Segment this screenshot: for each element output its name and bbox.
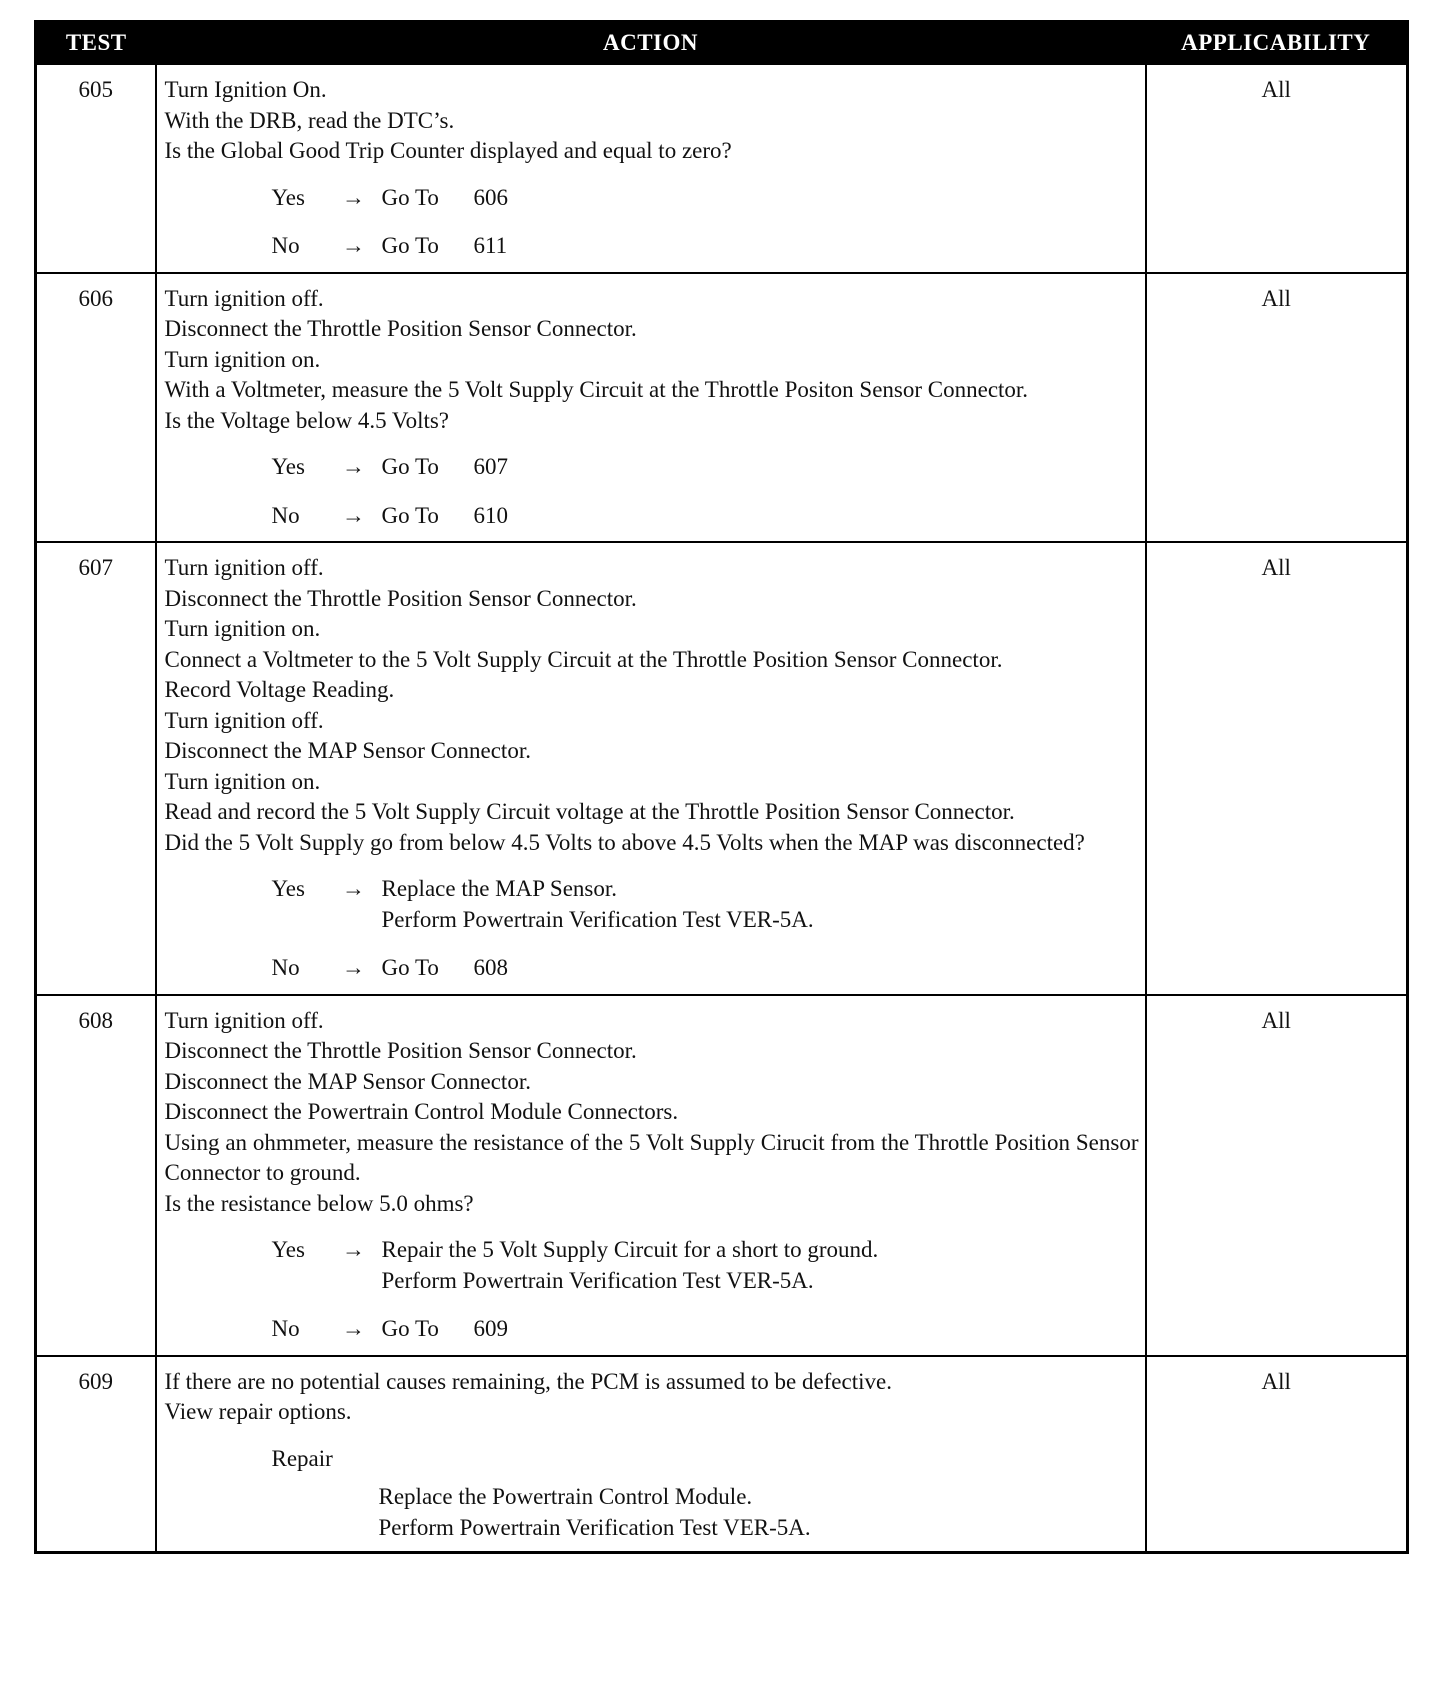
repair-title: Repair <box>271 1445 333 1471</box>
test-row <box>36 64 1408 273</box>
action-line: Turn ignition off. <box>164 1007 324 1033</box>
applicability-value: All <box>1146 1356 1408 1553</box>
action-line: Connect a Voltmeter to the 5 Volt Supply Circuit at the Throttle Position Sensor Connector. <box>164 646 1003 672</box>
test-number: 607 <box>36 542 156 995</box>
branch-list <box>165 874 1139 984</box>
action-line: Disconnect the MAP Sensor Connector. <box>164 1068 531 1094</box>
test-row <box>36 542 1408 995</box>
arrow-right-icon: → <box>342 233 365 258</box>
action-line: Disconnect the Throttle Position Sensor Connector. <box>164 1038 637 1063</box>
branch-yes <box>165 874 1139 935</box>
branch-answer: No <box>271 233 300 258</box>
test-row <box>36 273 1408 543</box>
goto-target-link[interactable]: 607 <box>473 454 508 479</box>
header-test: TEST <box>36 22 156 65</box>
applicability-value: All <box>1146 273 1408 543</box>
goto-label: Go To <box>381 502 439 528</box>
action-line: Turn Ignition On. <box>164 77 327 102</box>
branch-answer: Yes <box>271 1237 305 1262</box>
diagnostic-test-table <box>34 20 1409 1554</box>
action-line: Disconnect the MAP Sensor Connector. <box>164 738 531 763</box>
branch-no <box>165 953 1139 984</box>
action-line: If there are no potential causes remaining, the PCM is assumed to be defective. <box>164 1368 892 1394</box>
goto-label: Go To <box>381 1316 439 1341</box>
branch-list <box>165 1235 1139 1345</box>
test-number: 609 <box>36 1356 156 1553</box>
goto-label: Go To <box>381 955 439 980</box>
repair-options <box>165 1444 1139 1544</box>
goto-label: Go To <box>381 233 439 258</box>
action-line: Disconnect the Powertrain Control Module Connectors. <box>164 1099 679 1124</box>
branch-no <box>165 501 1139 532</box>
action-line: Turn ignition on. <box>164 346 321 372</box>
goto-target-link[interactable]: 608 <box>473 955 508 980</box>
branch-answer: Yes <box>271 184 305 210</box>
header-row <box>36 22 1408 65</box>
action-line: With the DRB, read the DTC’s. <box>164 107 455 133</box>
test-number: 606 <box>36 273 156 543</box>
arrow-right-icon: → <box>342 1316 365 1341</box>
test-number: 608 <box>36 995 156 1356</box>
action-line: Turn ignition off. <box>164 555 324 580</box>
branch-yes <box>165 452 1139 483</box>
branch-answer: No <box>271 1316 300 1341</box>
action-line: Turn ignition on. <box>164 768 321 794</box>
action-cell <box>156 995 1146 1356</box>
test-number: 605 <box>36 64 156 273</box>
arrow-right-icon: → <box>342 1237 365 1262</box>
action-cell <box>156 64 1146 273</box>
action-line: Is the Global Good Trip Counter displayed and equal to zero? <box>164 138 732 163</box>
goto-label: Go To <box>381 184 439 210</box>
action-line: With a Voltmeter, measure the 5 Volt Supply Circuit at the Throttle Positon Sensor Connector. <box>164 377 1029 402</box>
applicability-value: All <box>1146 995 1408 1356</box>
applicability-value: All <box>1146 64 1408 273</box>
branch-result: Repair the 5 Volt Supply Circuit for a short to ground. <box>381 1237 879 1262</box>
action-line: Turn ignition off. <box>164 707 324 733</box>
goto-target-link[interactable]: 611 <box>473 233 508 258</box>
action-line: Record Voltage Reading. <box>164 677 395 702</box>
branch-list <box>165 452 1139 531</box>
goto-label: Go To <box>381 454 439 479</box>
test-row <box>36 995 1408 1356</box>
action-line: Is the resistance below 5.0 ohms? <box>164 1190 474 1216</box>
branch-result: Perform Powertrain Verification Test VER-5A. <box>381 906 814 932</box>
arrow-right-icon: → <box>342 454 365 479</box>
branch-answer: Yes <box>271 454 305 479</box>
action-line: Disconnect the Throttle Position Sensor Connector. <box>164 585 637 611</box>
branch-yes <box>165 183 1139 214</box>
action-line: Turn ignition on. <box>164 616 321 641</box>
goto-target-link[interactable]: 606 <box>473 184 508 210</box>
branch-yes <box>165 1235 1139 1296</box>
branch-list <box>165 183 1139 262</box>
action-line: View repair options. <box>164 1399 352 1424</box>
action-line: Did the 5 Volt Supply go from below 4.5 Volts to above 4.5 Volts when the MAP was disconnected? <box>164 829 1085 855</box>
branch-answer: No <box>271 955 300 980</box>
branch-result: Perform Powertrain Verification Test VER-5A. <box>381 1267 814 1293</box>
arrow-right-icon: → <box>342 955 365 980</box>
action-line: Turn ignition off. <box>164 285 324 311</box>
action-line: Disconnect the Throttle Position Sensor Connector. <box>164 316 637 341</box>
header-action: ACTION <box>156 22 1146 65</box>
arrow-right-icon: → <box>342 502 365 528</box>
repair-line: Replace the Powertrain Control Module. <box>378 1484 753 1509</box>
action-cell <box>156 542 1146 995</box>
action-line: Using an ohmmeter, measure the resistance of the 5 Volt Supply Cirucit from the Throttle Position Sensor Connector to ground. <box>164 1129 1139 1185</box>
action-cell <box>156 1356 1146 1553</box>
branch-no <box>165 231 1139 262</box>
arrow-right-icon: → <box>342 184 365 210</box>
test-row <box>36 1356 1408 1553</box>
repair-line: Perform Powertrain Verification Test VER-5A. <box>378 1514 811 1540</box>
applicability-value: All <box>1146 542 1408 995</box>
branch-result: Replace the MAP Sensor. <box>381 876 618 901</box>
branch-answer: No <box>271 502 300 528</box>
branch-no <box>165 1314 1139 1345</box>
action-line: Is the Voltage below 4.5 Volts? <box>164 407 450 433</box>
branch-answer: Yes <box>271 876 305 901</box>
goto-target-link[interactable]: 610 <box>473 502 508 528</box>
arrow-right-icon: → <box>342 876 365 901</box>
action-cell <box>156 273 1146 543</box>
action-line: Read and record the 5 Volt Supply Circuit voltage at the Throttle Position Sensor Connector. <box>164 799 1015 824</box>
goto-target-link[interactable]: 609 <box>473 1316 508 1341</box>
header-applicability: APPLICABILITY <box>1146 22 1408 65</box>
